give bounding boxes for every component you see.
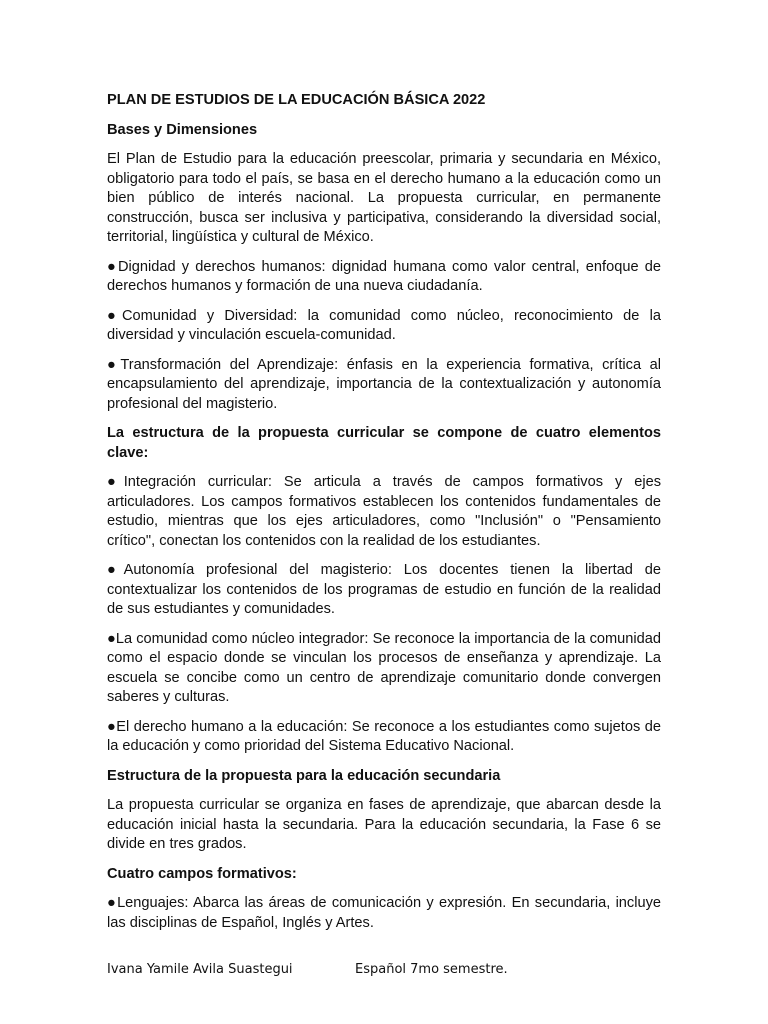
bullet-dignidad: ●Dignidad y derechos humanos: dignidad humana como valor central, enfoque de derechos humanos y formación de una nueva ciudadanía. — [107, 258, 661, 294]
secundaria-paragraph: La propuesta curricular se organiza en fases de aprendizaje, que abarcan desde la educación inicial hasta la secundaria. Para la educación secundaria, la Fase 6 se divide en tres grados. — [107, 797, 661, 852]
footer-author: Ivana Yamile Avila Suastegui — [107, 962, 293, 977]
section-heading-bases: Bases y Dimensiones — [107, 121, 258, 138]
document-body — [107, 91, 661, 943]
section-heading-secundaria: Estructura de la propuesta para la educación secundaria — [107, 767, 501, 784]
bullet-derecho-humano: ●El derecho humano a la educación: Se reconoce a los estudiantes como sujetos de la educación y como prioridad del Sistema Educativo Nacional. — [107, 718, 661, 754]
bullet-integracion-curricular: ●Integración curricular: Se articula a través de campos formativos y ejes articuladores. Los campos formativos establecen los contenidos fundamentales de estudio, mientras que los ejes articuladores, como "Inclusión" o "Pensamiento crítico", conectan los contenidos con la realidad de los estudiantes. — [107, 474, 661, 549]
intro-paragraph: El Plan de Estudio para la educación preescolar, primaria y secundaria en México, obligatorio para todo el país, se basa en el derecho humano a la educación como un bien público de interés nacional. La propuesta curricular, en permanente construcción, busca ser inclusiva y participativa, considerando la diversidad social, territorial, lingüística y cultural de México. — [107, 151, 661, 245]
bullet-comunidad-diversidad: ●Comunidad y Diversidad: la comunidad como núcleo, reconocimiento de la diversidad y vinculación escuela-comunidad. — [107, 307, 661, 343]
section-heading-estructura: La estructura de la propuesta curricular se compone de cuatro elementos clave: — [107, 425, 661, 461]
document-title: PLAN DE ESTUDIOS DE LA EDUCACIÓN BÁSICA 2022 — [107, 92, 486, 108]
footer-course: Español 7mo semestre. — [355, 962, 508, 977]
section-heading-campos: Cuatro campos formativos: — [107, 865, 297, 882]
bullet-comunidad-nucleo: ●La comunidad como núcleo integrador: Se reconoce la importancia de la comunidad como el espacio donde se vinculan los procesos de enseñanza y aprendizaje. La escuela se concibe como un centro de aprendizaje comunitario donde convergen saberes y culturas. — [107, 630, 661, 705]
bullet-lenguajes: ●Lenguajes: Abarca las áreas de comunicación y expresión. En secundaria, incluye las disciplinas de Español, Inglés y Artes. — [107, 895, 661, 931]
bullet-transformacion: ●Transformación del Aprendizaje: énfasis en la experiencia formativa, crítica al encapsulamiento del aprendizaje, importancia de la contextualización y autonomía profesional del magisterio. — [107, 356, 661, 412]
bullet-autonomia-profesional: ●Autonomía profesional del magisterio: Los docentes tienen la libertad de contextualizar los contenidos de los programas de estudio en función de la realidad de sus estudiantes y comunidades. — [107, 562, 661, 617]
